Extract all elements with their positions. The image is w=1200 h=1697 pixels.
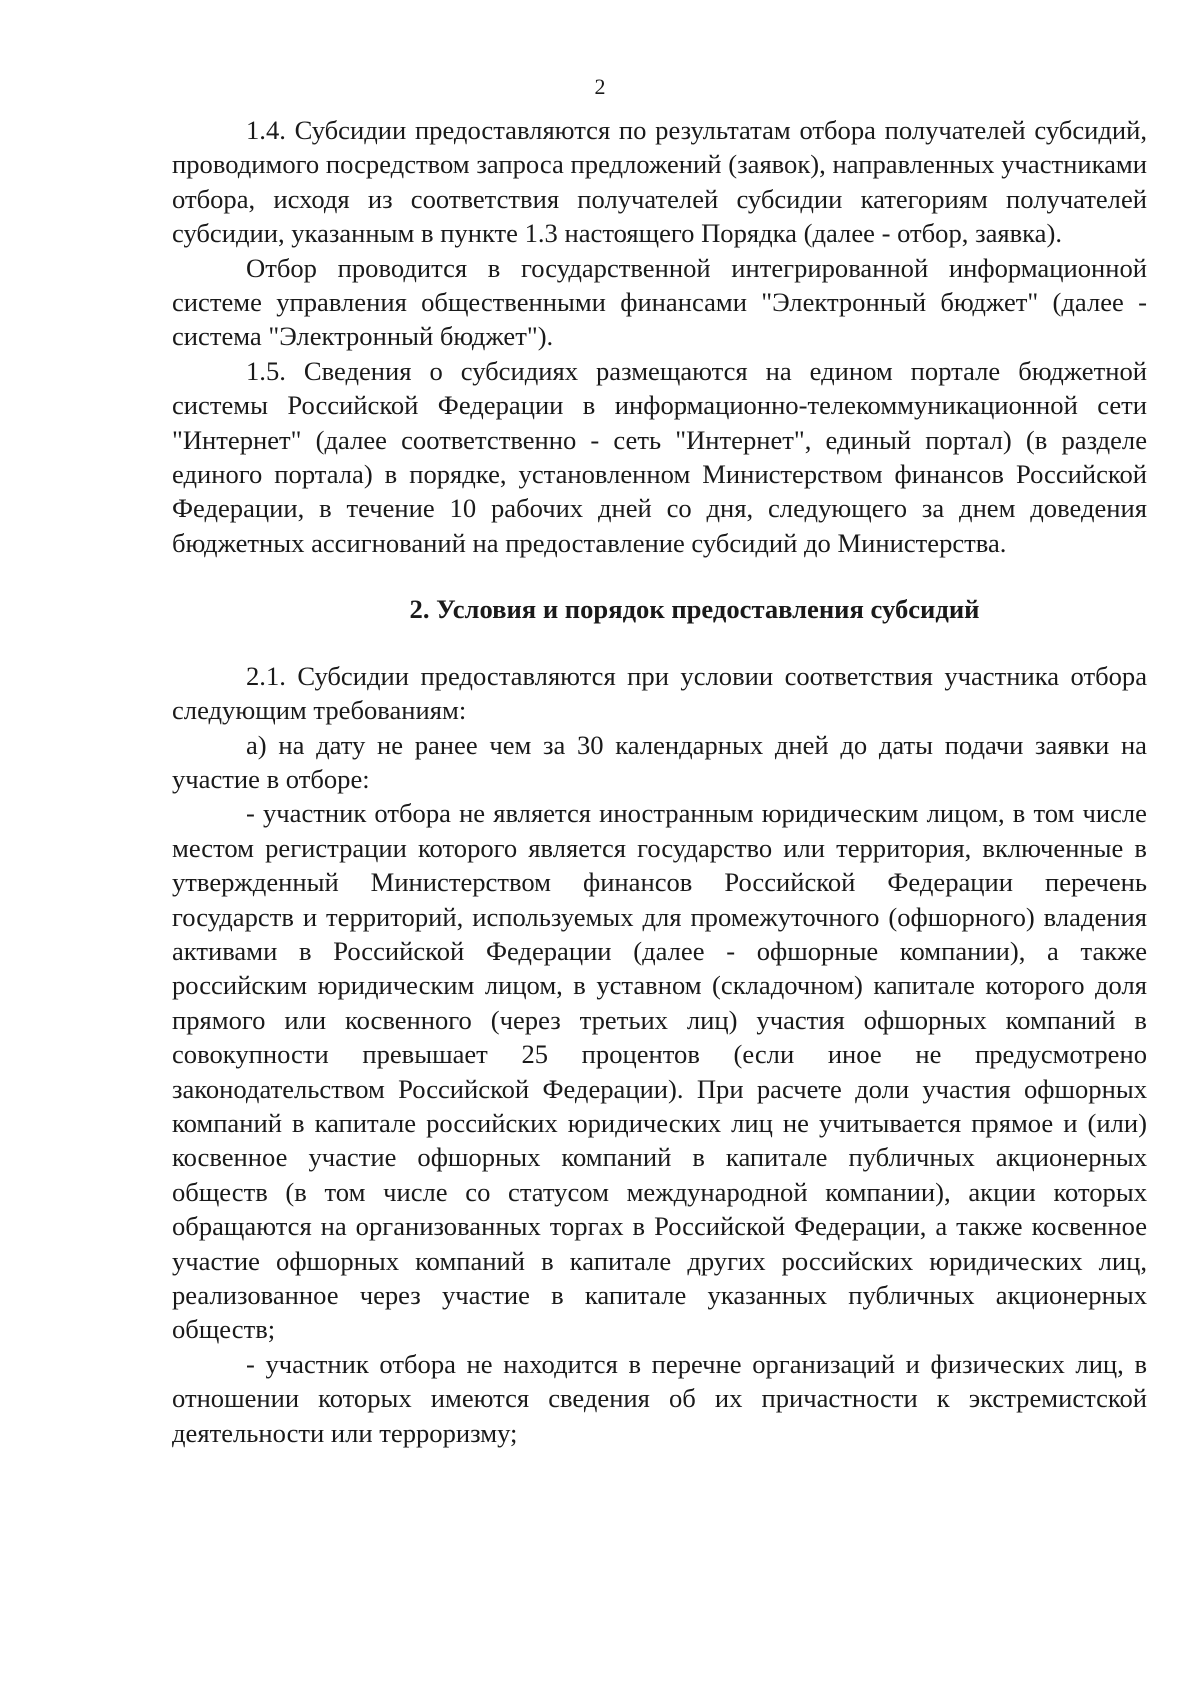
paragraph-2-1: 2.1. Субсидии предоставляются при условии соответствия участника отбора следующим требованиям:	[172, 660, 1147, 726]
paragraph-selection-system: Отбор проводится в государственной интегрированной информационной системе управления общественными финансами "Электронный бюджет" (далее - система "Электронный бюджет").	[172, 252, 1147, 352]
paragraph-subitem-a: а) на дату не ранее чем за 30 календарных дней до даты подачи заявки на участие в отборе:	[172, 729, 1147, 794]
section-heading: 2. Условия и порядок предоставления субсидий	[409, 594, 980, 625]
paragraph-1-4: 1.4. Субсидии предоставляются по результатам отбора получателей субсидий, проводимого посредством запроса предложений (заявок), направленных участниками отбора, исходя из соответствия получателей субсидии категориям получателей субсидии, указанным в пункте 1.3 настоящего Порядка (далее - отбор, заявка).	[172, 115, 1147, 249]
paragraph-offshore-requirement: - участник отбора не является иностранным юридическим лицом, в том числе местом регистрации которого является государство или территория, включенные в утвержденный Министерством финансов Российской Федерации перечень государств и территорий, используемых для промежуточного (офшорного) владения активами в Российской Федерации (далее - офшорные компании), а также российским юридическим лицом, в уставном (складочном) капитале которого доля прямого или косвенного (через третьих лиц) участия офшорных компаний в совокупности превышает 25 процентов (если иное не предусмотрено законодательством Российской Федерации). При расчете доли участия офшорных компаний в капитале российских юридических лиц не учитывается прямое и (или) косвенное участие офшорных компаний в капитале публичных акционерных обществ (в том числе со статусом международной компании), акции которых обращаются на организованных торгах в Российской Федерации, а также косвенное участие офшорных компаний в капитале других российских юридических лиц, реализованное через участие в капитале указанных публичных акционерных обществ;	[172, 798, 1147, 1345]
paragraph-1-5: 1.5. Сведения о субсидиях размещаются на едином портале бюджетной системы Российской Федерации в информационно-телекоммуникационной сети "Интернет" (далее соответственно - сеть "Интернет", единый портал) (в разделе единого портала) в порядке, установленном Министерством финансов Российской Федерации, в течение 10 рабочих дней со дня, следующего за днем доведения бюджетных ассигнований на предоставление субсидий до Министерства.	[172, 355, 1147, 558]
page-number: 2	[594, 74, 606, 99]
paragraph-extremism-requirement: - участник отбора не находится в перечне организаций и физических лиц, в отношении которых имеются сведения об их причастности к экстремистской деятельности или терроризму;	[172, 1348, 1147, 1448]
document-body	[172, 113, 1147, 1450]
